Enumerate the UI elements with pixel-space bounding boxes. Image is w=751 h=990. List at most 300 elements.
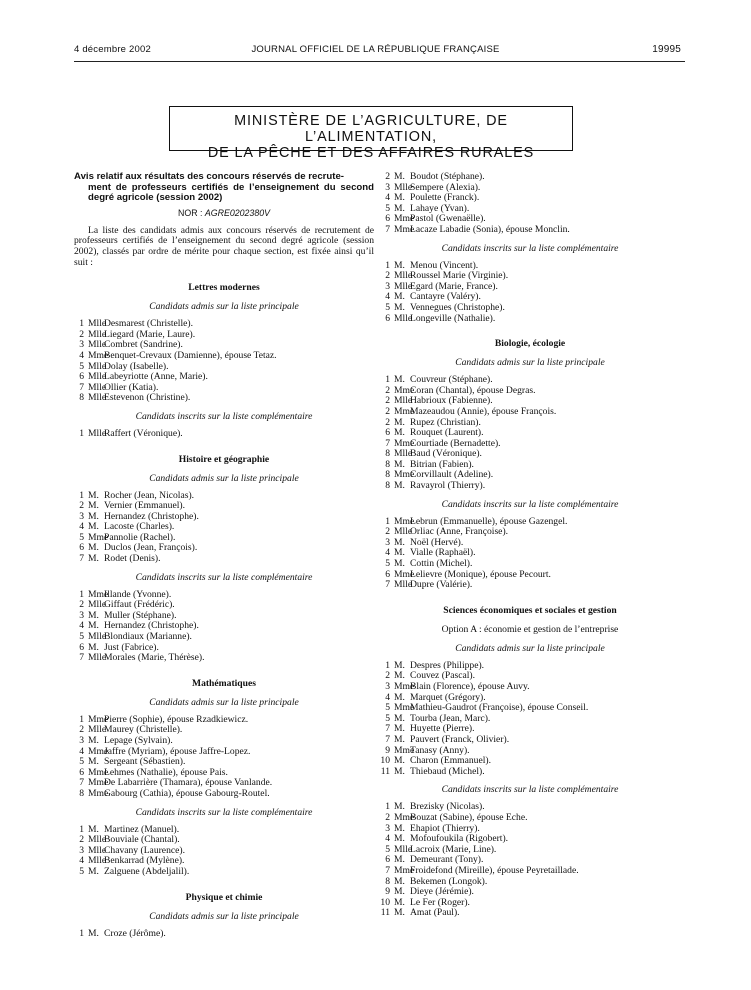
candidate-title: Mme [394,213,415,225]
section-title: Histoire et géographie [178,453,270,465]
candidate-title: M. [394,458,405,470]
candidate-title: M. [394,416,405,428]
candidate-list [74,429,374,440]
list-item [74,393,374,404]
nor-label: NOR : [178,207,205,218]
candidate-rank: 8 [79,787,84,799]
candidate-title: M. [394,833,405,845]
candidate-rank: 1 [79,927,84,939]
candidate-rank: 2 [385,670,390,682]
right-column [380,172,680,919]
candidate-rank: 2 [79,328,84,340]
candidate-name: Bitrian (Fabien). [410,458,474,470]
candidate-list [74,590,374,664]
candidate-title: M. [394,171,405,182]
candidate-title: Mme [88,588,109,600]
right-sections [380,172,680,919]
candidate-rank: 6 [385,427,390,439]
candidate-rank: 7 [79,652,84,664]
section-title: Physique et chimie [185,891,263,903]
candidate-rank: 5 [79,756,84,768]
candidate-rank: 1 [79,489,84,501]
candidate-rank: 6 [79,766,84,778]
candidate-name: Benquet-Crevaux (Damienne), épouse Tetaz. [104,349,277,361]
candidate-name: Cottin (Michel). [410,558,473,570]
candidate-name: Orliac (Anne, Françoise). [410,526,509,538]
candidate-rank: 7 [79,553,84,565]
candidate-rank: 7 [385,437,390,449]
candidate-rank: 6 [79,641,84,653]
section-option: Option A : économie et gestion de l’entreprise [441,623,619,635]
candidate-rank: 4 [79,521,84,533]
candidate-title: Mme [88,777,109,789]
candidate-title: Mme [394,681,415,692]
candidate-name: Estevenon (Christine). [104,392,191,404]
candidate-list [74,929,374,940]
candidate-rank: 3 [79,510,84,522]
candidate-title: Mme [394,405,415,417]
candidate-rank: 1 [385,374,390,386]
candidate-rank: 1 [79,713,84,725]
candidate-title: M. [394,536,405,548]
list-item [380,767,680,778]
list-item [380,735,680,746]
candidate-title: M. [88,500,99,512]
candidate-title: Mlle [394,448,413,460]
candidate-title: Mlle [88,318,107,330]
candidate-title: M. [88,553,99,565]
candidate-title: Mlle [88,844,107,856]
candidate-name: Lacoste (Charles). [104,521,175,533]
candidate-name: Dupre (Valérie). [410,579,473,591]
candidate-rank: 1 [385,659,390,671]
avis-title-line-1: Avis relatif aux résultats des concours réservés de recrute- [74,171,344,182]
candidate-rank: 4 [385,192,390,204]
candidate-title: Mme [394,568,415,580]
candidate-rank: 7 [385,223,390,235]
candidate-title: M. [88,641,99,653]
candidate-name: Tourba (Jean, Marc). [410,712,491,724]
left-sections [74,282,374,939]
candidate-title: M. [394,480,405,492]
candidate-name: Rouquet (Laurent). [410,427,484,439]
candidate-name: Sergeant (Sébastien). [104,756,186,768]
candidate-name: Baud (Véronique). [410,448,482,460]
list-item [74,867,374,878]
candidate-name: Noël (Hervé). [410,536,464,548]
candidate-name: Marquet (Grégory). [410,691,486,703]
candidate-name: Corvillault (Adeline). [410,469,494,481]
candidate-rank: 5 [79,360,84,372]
candidate-title: M. [394,670,405,682]
candidate-title: M. [394,659,405,671]
candidate-name: Raffert (Véronique). [104,427,183,439]
candidate-name: Thiebaud (Michel). [410,765,485,777]
candidate-name: Croze (Jérôme). [104,927,166,939]
candidate-rank: 2 [385,416,390,428]
candidate-rank: 6 [79,542,84,554]
candidate-name: Cantayre (Valéry). [410,291,481,303]
candidate-rank: 5 [385,702,390,714]
candidate-rank: 3 [79,844,84,856]
candidate-rank: 3 [385,280,390,292]
candidate-title: Mlle [394,579,413,591]
candidate-title: Mme [394,744,415,756]
candidate-title: Mme [394,702,415,714]
list-item [380,908,680,919]
candidate-rank: 6 [385,854,390,866]
candidate-title: M. [88,510,99,522]
list-item [380,407,680,418]
candidate-name: Egard (Marie, France). [410,280,498,292]
list-item [74,429,374,440]
list-item [380,580,680,591]
candidate-title: M. [88,489,99,501]
list-item [380,303,680,314]
candidate-title: M. [394,801,405,813]
journal-title: JOURNAL OFFICIEL DE LA RÉPUBLIQUE FRANÇAISE [251,44,500,55]
list-label: Candidats admis sur la liste principale [149,910,299,922]
list-label: Candidats inscrits sur la liste complémentaire [441,784,619,796]
candidate-title: M. [394,691,405,703]
candidate-title: M. [88,521,99,533]
candidate-rank: 2 [79,500,84,512]
candidate-name: Sempere (Alexia). [410,181,481,193]
candidate-rank: 7 [79,777,84,789]
candidate-rank: 5 [79,531,84,543]
candidate-title: Mlle [88,381,107,393]
candidate-rank: 9 [385,886,390,898]
candidate-name: Lahaye (Yvan). [410,202,470,214]
candidate-name: Giffaut (Frédéric). [104,599,175,611]
candidate-rank: 1 [385,259,390,271]
candidate-rank: 2 [385,811,390,823]
candidate-rank: 1 [385,801,390,813]
candidate-name: Martinez (Manuel). [104,823,180,835]
candidate-rank: 7 [385,733,390,745]
candidate-rank: 2 [385,395,390,407]
candidate-rank: 5 [79,631,84,643]
candidate-rank: 2 [79,724,84,736]
candidate-rank: 2 [79,599,84,611]
candidate-title: M. [88,927,99,939]
candidate-name: Rocher (Jean, Nicolas). [104,489,195,501]
candidate-name: Roussel Marie (Virginie). [410,270,509,282]
candidate-name: Amat (Paul). [410,907,460,919]
candidate-rank: 5 [79,865,84,877]
candidate-title: M. [394,301,405,313]
avis-title [74,172,374,204]
candidate-name: Lelievre (Monique), épouse Pecourt. [410,568,551,580]
section-title: Biologie, écologie [494,338,566,350]
candidate-name: Combret (Sandrine). [104,339,183,351]
candidate-list [74,319,374,404]
candidate-name: Courtiade (Bernadette). [410,437,501,449]
candidate-rank: 2 [385,526,390,538]
candidate-name: Duclos (Jean, François). [104,542,198,554]
candidate-name: Pauvert (Franck, Olivier). [410,733,510,745]
list-item [74,929,374,940]
candidate-title: Mlle [394,270,413,282]
candidate-name: Mofoufoukila (Rigobert). [410,833,509,845]
candidate-title: M. [394,907,405,919]
left-column [74,170,374,939]
list-item [380,314,680,325]
candidate-name: Couvreur (Stéphane). [410,374,493,386]
candidate-title: Mlle [88,371,107,383]
candidate-name: Despres (Philippe). [410,659,485,671]
intro-paragraph: La liste des candidats admis aux concours réservés de recrutement de professeurs certifiés de l’enseignement du second degré agricole (session 2002), classés par ordre de mérite pour chaque section, est fixée ainsi qu’il suit : [74,224,374,268]
candidate-rank: 7 [385,723,390,735]
candidate-rank: 2 [385,405,390,417]
candidate-title: Mme [394,469,415,481]
candidate-rank: 9 [385,744,390,756]
candidate-rank: 3 [385,536,390,548]
candidate-list [74,825,374,878]
candidate-rank: 2 [385,171,390,182]
candidate-name: Mathieu-Gaudrot (Françoise), épouse Conseil. [410,702,589,714]
candidate-title: M. [394,886,405,898]
candidate-title: Mlle [88,652,107,664]
candidate-list [74,491,374,565]
candidate-list [380,375,680,492]
candidate-name: Bekemen (Longok). [410,875,488,887]
candidate-name: De Labarrière (Thamara), épouse Vanlande. [104,777,273,789]
candidate-rank: 1 [79,318,84,330]
candidate-name: Froidefond (Mireille), épouse Peyretaillade. [410,864,579,876]
candidate-rank: 10 [380,896,390,908]
list-item [380,481,680,492]
list-item [380,172,680,183]
candidate-name: Blondiaux (Marianne). [104,631,192,643]
candidate-rank: 2 [385,384,390,396]
candidate-title: M. [394,259,405,271]
candidate-rank: 8 [385,458,390,470]
candidate-name: Vernier (Emmanuel). [104,500,185,512]
list-item [74,351,374,362]
candidate-rank: 10 [380,755,390,767]
ministry-line-1: MINISTÈRE DE L’AGRICULTURE, DE L’ALIMENTATION, [234,113,508,145]
list-label: Candidats admis sur la liste principale [149,301,299,313]
candidate-title: Mme [88,713,109,725]
candidate-title: M. [394,765,405,777]
candidate-name: Pastol (Gwenaëlle). [410,213,486,225]
candidate-title: Mlle [88,631,107,643]
candidate-name: Dieye (Jérémie). [410,886,474,898]
candidate-rank: 7 [79,381,84,393]
candidate-title: M. [394,896,405,908]
candidate-title: M. [394,875,405,887]
candidate-rank: 8 [385,469,390,481]
candidate-name: Ollier (Katia). [104,381,159,393]
candidate-rank: 1 [79,588,84,600]
list-label: Candidats inscrits sur la liste complémentaire [135,410,313,422]
candidate-rank: 3 [385,681,390,692]
candidate-name: Just (Fabrice). [104,641,159,653]
candidate-rank: 1 [79,427,84,439]
candidate-rank: 8 [385,875,390,887]
candidate-title: M. [394,712,405,724]
candidate-rank: 6 [385,312,390,324]
candidate-rank: 8 [385,448,390,460]
candidate-title: M. [88,865,99,877]
candidate-list [74,715,374,800]
candidate-name: Lebrun (Emmanuelle), épouse Gazengel. [410,515,568,527]
candidate-title: Mme [88,745,109,757]
candidate-rank: 3 [385,822,390,834]
candidate-name: Vialle (Raphaël). [410,547,476,559]
candidate-name: Lacroix (Marie, Line). [410,843,497,855]
candidate-rank: 8 [79,392,84,404]
list-label: Candidats admis sur la liste principale [455,357,605,369]
header-date: 4 décembre 2002 [74,44,151,55]
candidate-title: M. [88,542,99,554]
nor-code: AGRE0202380V [204,207,270,218]
candidate-list [380,261,680,325]
candidate-name: Ravayrol (Thierry). [410,480,486,492]
candidate-name: Chavany (Laurence). [104,844,185,856]
candidate-name: Hernandez (Christophe). [104,510,199,522]
candidate-list [380,517,680,591]
candidate-name: Pannolie (Rachel). [104,531,176,543]
candidate-title: M. [394,755,405,767]
candidate-rank: 5 [385,712,390,724]
candidate-name: Bouviale (Chantal). [104,834,180,846]
candidate-name: Huyette (Pierre). [410,723,475,735]
list-item [380,813,680,824]
list-label: Candidats inscrits sur la liste complémentaire [135,571,313,583]
candidate-rank: 8 [385,480,390,492]
candidate-name: Brezisky (Nicolas). [410,801,485,813]
candidate-title: Mlle [394,181,413,193]
candidate-rank: 7 [385,864,390,876]
ministry-box [169,106,573,161]
candidate-title: Mme [394,515,415,527]
candidate-rank: 4 [79,745,84,757]
candidate-name: Rodet (Denis). [104,553,161,565]
candidate-rank: 4 [385,547,390,559]
nor-reference [74,208,374,218]
candidate-rank: 3 [385,181,390,193]
list-item [380,866,680,877]
candidate-name: Lepage (Sylvain). [104,735,173,746]
candidate-name: Muller (Stéphane). [104,609,177,621]
ministry-line-2: DE LA PÊCHE ET DES AFFAIRES RURALES [207,145,535,161]
candidate-name: Morales (Marie, Thérèse). [104,652,205,664]
candidate-title: Mlle [394,843,413,855]
candidate-rank: 5 [385,843,390,855]
candidate-rank: 4 [79,855,84,867]
candidate-rank: 6 [79,371,84,383]
list-item [74,554,374,565]
candidate-list [380,661,680,778]
list-label: Candidats admis sur la liste principale [455,642,605,654]
list-label: Candidats inscrits sur la liste complémentaire [441,498,619,510]
candidate-rank: 6 [385,213,390,225]
candidate-title: Mme [394,811,415,823]
candidate-title: M. [394,558,405,570]
candidate-title: Mme [394,223,415,235]
candidate-rank: 1 [79,823,84,835]
candidate-title: M. [394,854,405,866]
candidate-rank: 5 [385,301,390,313]
candidate-list [380,172,680,236]
candidate-name: Jaffre (Myriam), épouse Jaffre-Lopez. [104,745,251,757]
candidate-name: Charon (Emmanuel). [410,755,491,767]
candidate-name: Le Fer (Roger). [410,896,470,908]
candidate-rank: 4 [79,620,84,632]
candidate-name: Poulette (Franck). [410,192,480,204]
candidate-rank: 3 [79,609,84,621]
candidate-name: Boudot (Stéphane). [410,171,485,182]
candidate-title: Mme [88,531,109,543]
candidate-title: Mlle [394,395,413,407]
candidate-title: M. [394,291,405,303]
candidate-title: M. [88,756,99,768]
candidate-title: Mlle [394,312,413,324]
candidate-name: Zalguene (Abdeljalil). [104,865,190,877]
candidate-title: Mlle [88,834,107,846]
candidate-title: M. [394,733,405,745]
list-label: Candidats inscrits sur la liste complémentaire [441,242,619,254]
candidate-rank: 11 [380,907,390,919]
candidate-title: M. [394,192,405,204]
candidate-name: Coran (Chantal), épouse Degras. [410,384,536,396]
list-label: Candidats inscrits sur la liste complémentaire [135,806,313,818]
candidate-list [380,802,680,919]
candidate-rank: 4 [385,833,390,845]
page-number: 19995 [652,44,681,55]
candidate-name: Mazeaudou (Annie), épouse François. [410,405,557,417]
section-title: Lettres modernes [188,282,260,294]
candidate-title: Mlle [88,855,107,867]
candidate-title: Mlle [394,280,413,292]
list-item [74,736,374,747]
candidate-title: M. [394,822,405,834]
candidate-title: Mme [394,437,415,449]
list-label: Candidats admis sur la liste principale [149,696,299,708]
candidate-name: Blain (Florence), épouse Auvy. [410,681,530,692]
avis-title-line-2: ment de professeurs certifiés de l’enseignement du second degré agricole (session 2002) [88,181,374,204]
candidate-rank: 4 [385,291,390,303]
candidate-name: Desmarest (Christelle). [104,318,193,330]
candidate-title: Mlle [88,339,107,351]
candidate-title: M. [394,427,405,439]
candidate-name: Demeurant (Tony). [410,854,484,866]
candidate-name: Benkarrad (Mylène). [104,855,185,867]
candidate-title: M. [394,723,405,735]
candidate-name: Labeyriotte (Anne, Marie). [104,371,208,383]
candidate-rank: 5 [385,558,390,570]
candidate-name: Lacaze Labadie (Sonia), épouse Monclin. [410,223,570,235]
candidate-rank: 4 [79,349,84,361]
candidate-title: M. [394,202,405,214]
candidate-name: Maurey (Christelle). [104,724,183,736]
candidate-title: Mme [88,766,109,778]
candidate-name: Bouzat (Sabine), épouse Eche. [410,811,528,823]
candidate-title: M. [88,620,99,632]
candidate-title: Mlle [88,328,107,340]
candidate-name: Couvez (Pascal). [410,670,476,682]
candidate-rank: 1 [385,515,390,527]
candidate-title: M. [88,823,99,835]
candidate-name: Habrioux (Fabienne). [410,395,493,407]
candidate-rank: 2 [385,270,390,282]
candidate-title: Mlle [88,392,107,404]
candidate-name: Liegard (Marie, Laure). [104,328,196,340]
candidate-title: M. [394,547,405,559]
candidate-title: M. [88,735,99,746]
